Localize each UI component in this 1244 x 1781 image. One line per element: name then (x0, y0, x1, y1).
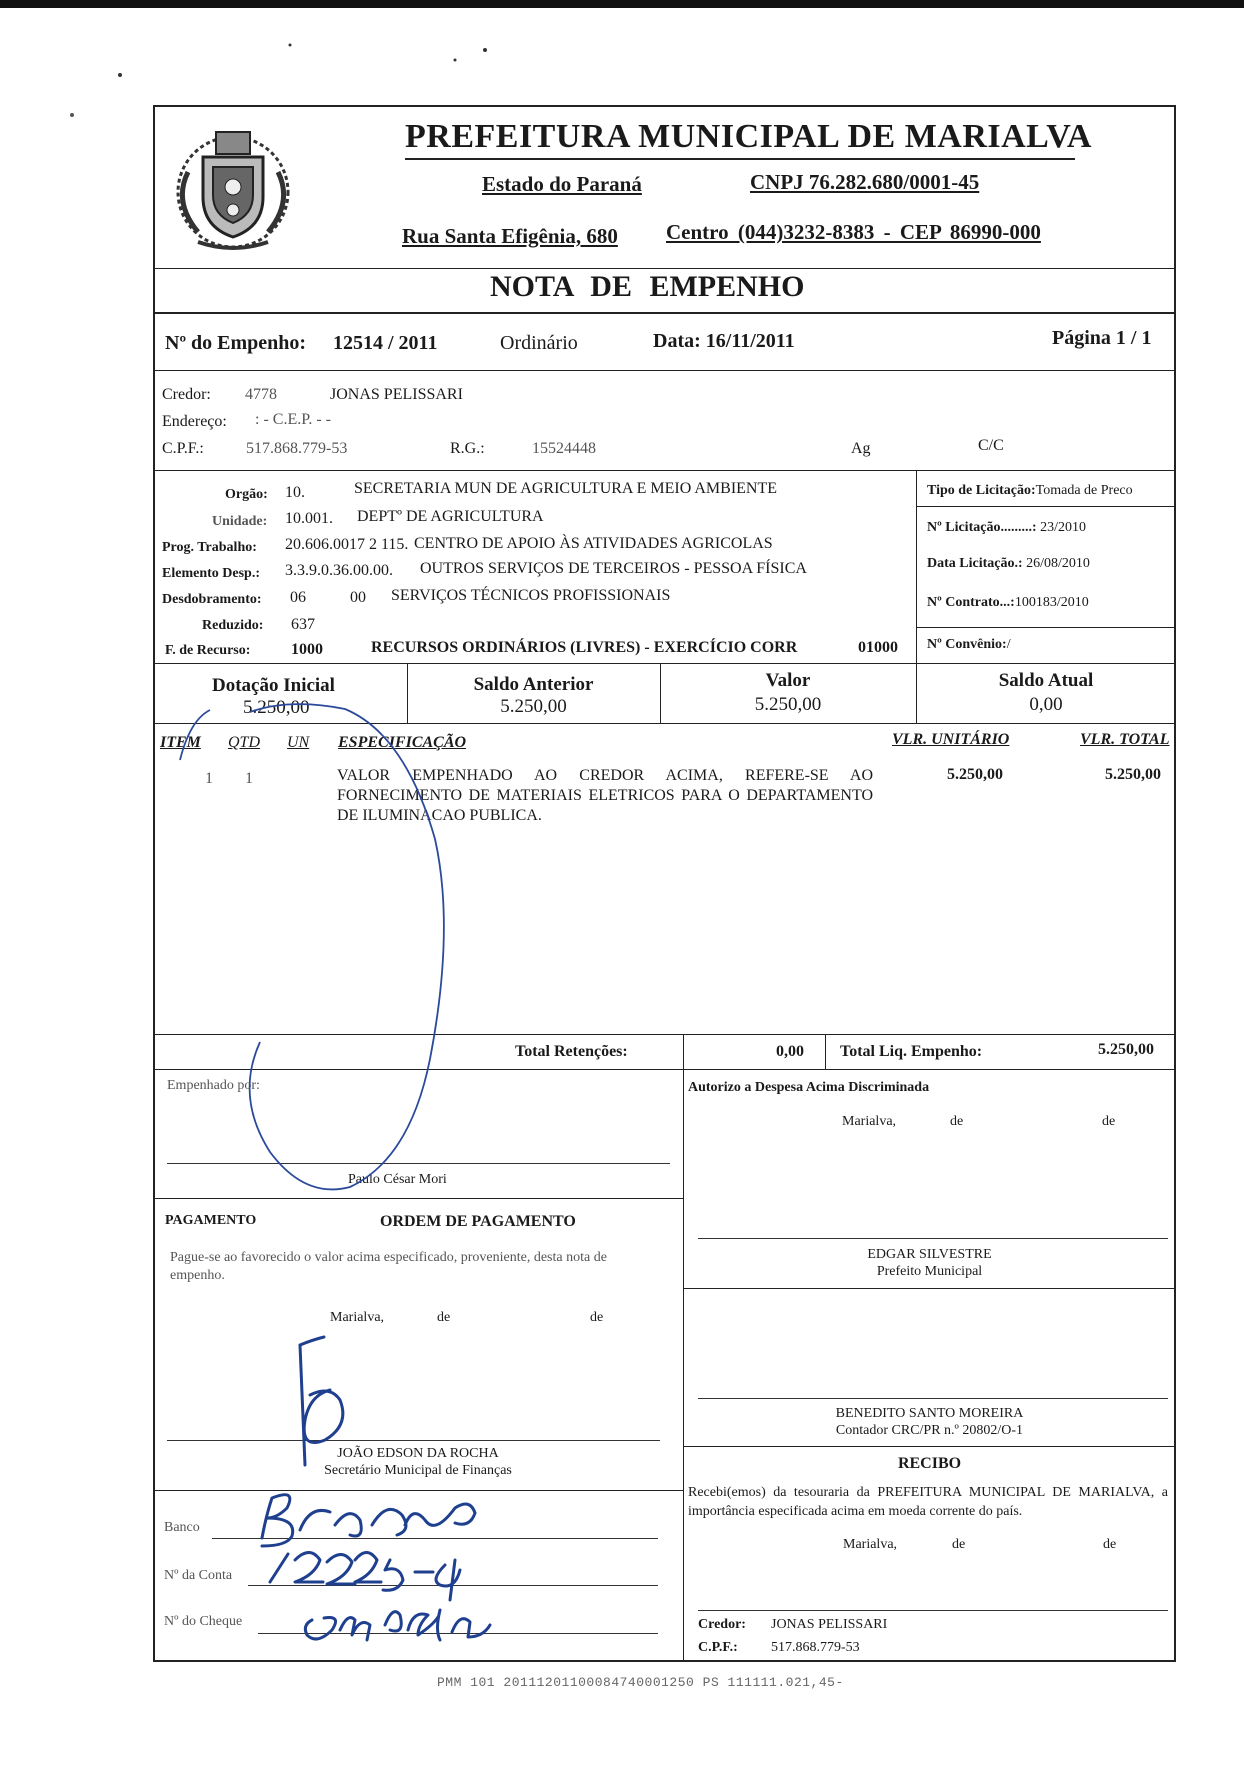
contador-name: BENEDITO SANTO MOREIRA (835, 1406, 1024, 1421)
unidade-label: Unidade: (212, 514, 268, 529)
saldo-anterior-label: Saldo Anterior (473, 674, 594, 695)
reduzido-value: 637 (291, 616, 315, 633)
banco-label: Banco (164, 1520, 200, 1535)
cheque-label: Nº do Cheque (164, 1614, 243, 1629)
header-cnpj: CNPJ 76.282.680/0001-45 (750, 170, 980, 194)
unidade-code: 10.001. (285, 510, 333, 527)
header-state: Estado do Paraná (482, 172, 642, 196)
qtd-header: QTD (228, 734, 261, 751)
autorizo-de: de (950, 1114, 964, 1129)
empenhado-label: Empenhado por: (167, 1078, 260, 1093)
conta-label: Nº da Conta (164, 1568, 233, 1583)
desdobramento-name: SERVIÇOS TÉCNICOS PROFISSIONAIS (391, 587, 671, 604)
prog-label: Prog. Trabalho: (162, 540, 257, 555)
item-unit-value: 5.250,00 (947, 766, 1003, 783)
elemento-label: Elemento Desp.: (162, 566, 260, 581)
pagamento-label: PAGAMENTO (165, 1213, 257, 1228)
retencoes-value: 0,00 (776, 1043, 804, 1060)
prefeito-name: EDGAR SILVESTRE (867, 1247, 992, 1262)
elemento-code: 3.3.9.0.36.00.00. (285, 562, 393, 579)
cc-label: C/C (978, 437, 1004, 454)
espec-header: ESPECIFICAÇÃO (338, 734, 467, 751)
item-header: ITEM (160, 734, 201, 751)
empenho-date: Data: 16/11/2011 (653, 330, 795, 352)
recibo-title: RECIBO (897, 1455, 962, 1472)
empenho-label: Nº do Empenho: (165, 332, 307, 354)
recibo-cpf-label: C.P.F.: (698, 1640, 738, 1655)
dotacao-label: Dotação Inicial (212, 675, 335, 696)
recibo-credor-label: Credor: (698, 1617, 746, 1632)
licitacao-tipo-value: Tomada de Preco (1035, 483, 1133, 498)
page-number: Página 1 / 1 (1052, 327, 1152, 349)
cpf-value: 517.868.779-53 (246, 440, 348, 457)
credor-code: 4778 (245, 386, 277, 403)
licitacao-data-value: 26/08/2010 (1026, 556, 1090, 571)
credor-name: JONAS PELISSARI (330, 386, 463, 403)
licitacao-convenio-value: / (1006, 637, 1011, 652)
ordem-label: ORDEM DE PAGAMENTO (380, 1213, 576, 1230)
header-title: PREFEITURA MUNICIPAL DE MARIALVA (405, 118, 1092, 155)
retencoes-label: Total Retenções: (515, 1043, 628, 1060)
item-total-value: 5.250,00 (1105, 766, 1161, 783)
item-qty: 1 (245, 770, 253, 787)
licitacao-contrato-value: 100183/2010 (1014, 595, 1089, 610)
endereco-value: : - C.E.P. - - (255, 411, 331, 428)
saldo-anterior-value: 5.250,00 (500, 696, 567, 717)
valor-label: Valor (765, 670, 811, 691)
orgao-name: SECRETARIA MUN DE AGRICULTURA E MEIO AMBIENTE (354, 480, 778, 497)
empenho-type: Ordinário (500, 332, 578, 354)
empenho-number: 12514 / 2011 (333, 332, 438, 354)
secretario-role: Secretário Municipal de Finanças (324, 1463, 512, 1478)
saldo-atual-value: 0,00 (1029, 694, 1063, 715)
unidade-name: DEPTº DE AGRICULTURA (357, 508, 544, 525)
footer-barcode: PMM 101 20111201100084740001250 PS 111111.021,45- (437, 1675, 844, 1690)
recurso-code: 1000 (291, 641, 323, 658)
elemento-name: OUTROS SERVIÇOS DE TERCEIROS - PESSOA FÍSICA (420, 560, 807, 577)
valor-value: 5.250,00 (754, 694, 822, 715)
unit-header: VLR. UNITÁRIO (892, 731, 1010, 748)
ordem-de2: de (590, 1310, 604, 1325)
recibo-de2: de (1103, 1537, 1117, 1552)
recibo-text: Recebi(emos) da tesouraria da PREFEITURA MUNICIPAL DE MARIALVA, a importância especificada acima em moeda corrente do país. (688, 1485, 1168, 1519)
endereco-label: Endereço: (162, 413, 227, 430)
recibo-cpf-value: 517.868.779-53 (771, 1640, 860, 1655)
total-header: VLR. TOTAL (1080, 731, 1170, 748)
pague-text: Pague-se ao favorecido o valor acima especificado, proveniente, desta nota de empenho. (170, 1250, 607, 1283)
desdobramento-label: Desdobramento: (162, 592, 262, 607)
recurso-number: 01000 (858, 639, 898, 656)
secretario-name: JOÃO EDSON DA ROCHA (337, 1446, 499, 1461)
autorizo-place: Marialva, (842, 1114, 897, 1129)
orgao-label: Orgão: (225, 487, 268, 502)
recibo-de: de (952, 1537, 966, 1552)
orgao-code: 10. (285, 484, 305, 501)
prefeito-role: Prefeito Municipal (876, 1264, 983, 1279)
document-title: NOTA DE EMPENHO (490, 270, 805, 303)
item-description: VALOR EMPENHADO AO CREDOR ACIMA, REFERE-SE AO FORNECIMENTO DE MATERIAIS ELETRICOS PARA O DEPARTAMENTO DE ILUMINACAO PUBLICA. (337, 767, 873, 824)
rg-value: 15524448 (532, 440, 596, 457)
ag-label: Ag (851, 440, 871, 457)
reduzido-label: Reduzido: (202, 618, 264, 633)
prog-name: CENTRO DE APOIO ÀS ATIVIDADES AGRICOLAS (414, 535, 773, 552)
licitacao-numero-label: Nº Licitação.........: (927, 520, 1037, 535)
ordem-place: Marialva, (330, 1310, 385, 1325)
saldo-atual-label: Saldo Atual (998, 670, 1094, 691)
recurso-name: RECURSOS ORDINÁRIOS (LIVRES) - EXERCÍCIO CORR (371, 639, 798, 656)
un-header: UN (287, 734, 310, 751)
empenhado-name: Paulo César Mori (348, 1172, 447, 1187)
autorizo-de2: de (1102, 1114, 1116, 1129)
cpf-label: C.P.F.: (162, 440, 204, 457)
licitacao-convenio-label: Nº Convênio: (927, 637, 1007, 652)
licitacao-numero-value: 23/2010 (1040, 520, 1086, 535)
credor-label: Credor: (162, 386, 211, 403)
licitacao-tipo-label: Tipo de Licitação: (927, 483, 1036, 498)
contador-role: Contador CRC/PR n.º 20802/O-1 (835, 1423, 1024, 1438)
recibo-credor-name: JONAS PELISSARI (771, 1617, 888, 1632)
item-number: 1 (205, 770, 213, 787)
prog-code: 20.606.0017 2 115. (285, 536, 409, 553)
header-address: Centro (044)3232-8383 - CEP 86990-000 (666, 220, 1041, 244)
liquido-label: Total Liq. Empenho: (840, 1043, 983, 1060)
recurso-label: F. de Recurso: (165, 643, 251, 658)
desdobramento-code: 06 (290, 589, 306, 606)
ordem-de: de (437, 1310, 451, 1325)
licitacao-data-label: Data Licitação.: (927, 556, 1023, 571)
liquido-value: 5.250,00 (1098, 1041, 1154, 1058)
autorizo-text: Autorizo a Despesa Acima Discriminada (688, 1080, 930, 1095)
dotacao-value: 5.250,00 (243, 697, 310, 718)
licitacao-contrato-label: Nº Contrato...: (927, 595, 1015, 610)
recibo-place: Marialva, (843, 1537, 898, 1552)
desdobramento-sub: 00 (350, 589, 366, 606)
header-street: Rua Santa Efigênia, 680 (402, 224, 618, 248)
rg-label: R.G.: (450, 440, 485, 457)
